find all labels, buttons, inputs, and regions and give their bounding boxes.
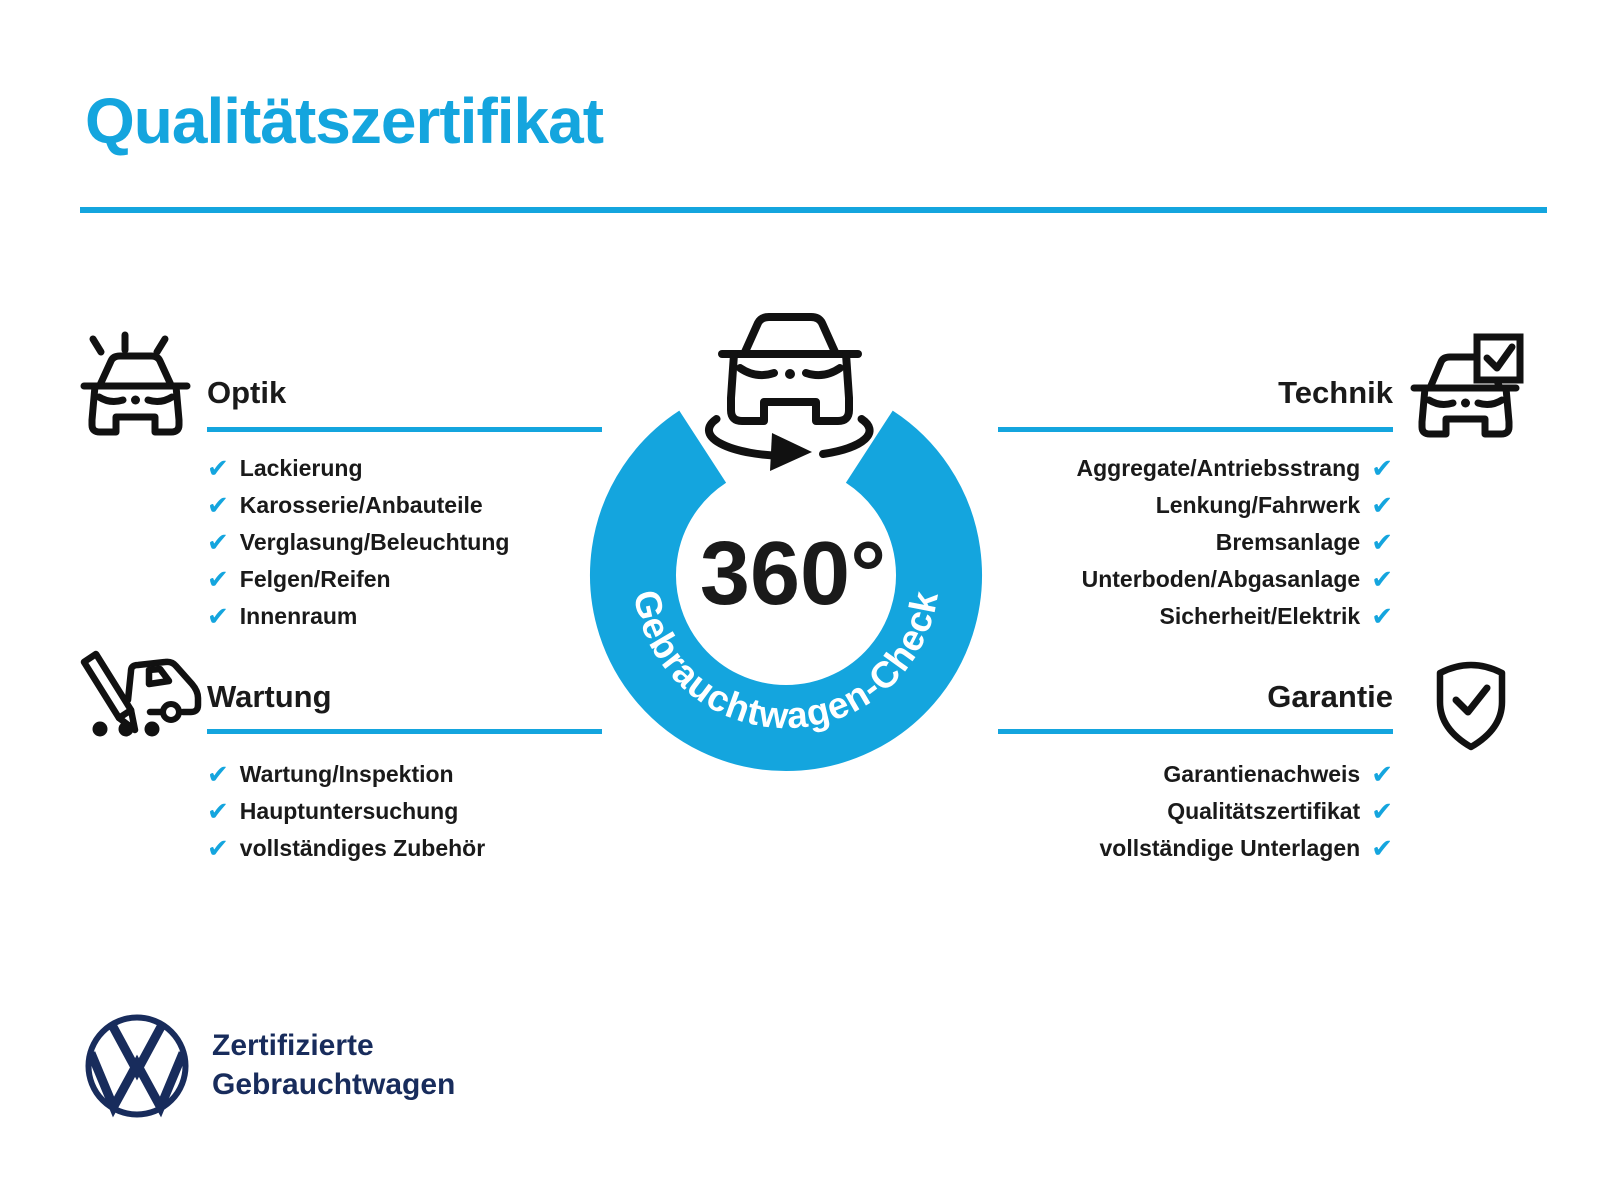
item-label: Innenraum: [239, 603, 358, 629]
brand-name: [212, 1026, 455, 1104]
badge-degree-label: 360°: [699, 524, 887, 624]
car-checkbox-icon: [1405, 330, 1525, 440]
item-label: Aggregate/Antriebsstrang: [1076, 455, 1361, 481]
list-item: [963, 450, 1393, 487]
check-icon: ✔: [1371, 490, 1393, 521]
check-icon: ✔: [207, 564, 229, 595]
section-rule-garantie: [998, 729, 1393, 734]
list-item: [963, 793, 1393, 830]
item-label: Garantienachweis: [1163, 761, 1361, 787]
check-icon: ✔: [207, 453, 229, 484]
shield-check-icon: [1433, 653, 1513, 753]
check-icon: ✔: [207, 490, 229, 521]
item-label: vollständige Unterlagen: [1099, 835, 1361, 861]
check-icon: ✔: [1371, 601, 1393, 632]
check-icon: ✔: [1371, 759, 1393, 790]
item-label: Hauptuntersuchung: [239, 798, 459, 824]
check-icon: ✔: [1371, 833, 1393, 864]
item-label: Felgen/Reifen: [239, 566, 391, 592]
item-label: Lenkung/Fahrwerk: [1155, 492, 1361, 518]
section-title-technik: Technik: [1278, 375, 1393, 410]
section-rule-technik: [998, 427, 1393, 432]
badge-360: [540, 270, 1010, 790]
section-title-optik: Optik: [207, 375, 287, 410]
list-item: [963, 561, 1393, 598]
check-icon: ✔: [1371, 527, 1393, 558]
page-title: Qualitätszertifikat: [85, 85, 604, 157]
check-icon: ✔: [207, 796, 229, 827]
check-icon: ✔: [207, 527, 229, 558]
item-label: Karosserie/Anbauteile: [239, 492, 483, 518]
badge-ring-label: Gebrauchtwagen-Check: [625, 586, 947, 737]
check-icon: ✔: [207, 601, 229, 632]
list-item: [963, 598, 1393, 635]
title-divider: [80, 207, 1547, 213]
check-icon: ✔: [207, 833, 229, 864]
vw-logo: [83, 1012, 191, 1120]
list-item: [963, 524, 1393, 561]
garantie-list: [963, 756, 1393, 867]
brand-line1: Zertifizierte: [212, 1029, 374, 1062]
item-label: Sicherheit/Elektrik: [1159, 603, 1361, 629]
section-title-wartung: Wartung: [207, 679, 332, 714]
item-label: Qualitätszertifikat: [1167, 798, 1361, 824]
list-item: [963, 487, 1393, 524]
brand-line2: Gebrauchtwagen: [212, 1068, 456, 1101]
list-item: [207, 793, 637, 830]
item-label: Lackierung: [239, 455, 363, 481]
list-item: [207, 830, 637, 867]
shiny-car-icon: [80, 330, 195, 440]
check-icon: ✔: [1371, 453, 1393, 484]
technik-list: [963, 450, 1393, 635]
item-label: Bremsanlage: [1215, 529, 1361, 555]
rotating-car-icon: [709, 317, 870, 456]
check-icon: ✔: [1371, 564, 1393, 595]
item-label: Verglasung/Beleuchtung: [239, 529, 510, 555]
pencil-car-icon: [78, 645, 208, 740]
check-icon: ✔: [1371, 796, 1393, 827]
section-title-garantie: Garantie: [1267, 679, 1393, 714]
item-label: vollständiges Zubehör: [239, 835, 486, 861]
list-item: [963, 830, 1393, 867]
list-item: [963, 756, 1393, 793]
rotation-arrowhead: [770, 433, 812, 471]
item-label: Unterboden/Abgasanlage: [1081, 566, 1361, 592]
check-icon: ✔: [207, 759, 229, 790]
item-label: Wartung/Inspektion: [239, 761, 454, 787]
